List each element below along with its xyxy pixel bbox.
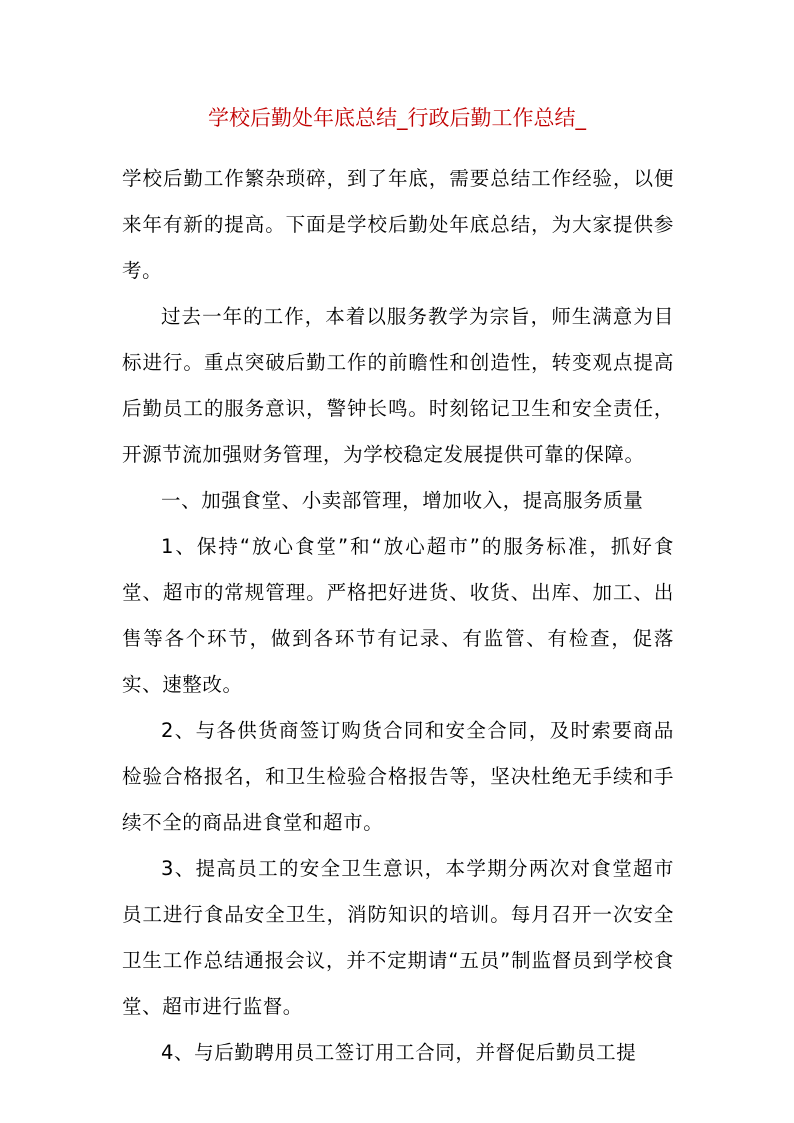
- paragraph-item-3: 3、提高员工的安全卫生意识，本学期分两次对食堂超市员工进行食品安全卫生，消防知识的培训。每月召开一次安全卫生工作总结通报会议，并不定期请“五员”制监督员到学校食堂、超市进行监督。: [122, 857, 674, 1018]
- section-heading-1: 一、加强食堂、小卖部管理，增加收入，提高服务质量: [161, 489, 644, 512]
- paragraph-overview: 过去一年的工作，本着以服务教学为宗旨，师生满意为目标进行。重点突破后勤工作的前瞻性和创造性，转变观点提高后勤员工的服务意识，警钟长鸣。时刻铭记卫生和安全责任，开源节流加强财务管理，为学校稳定发展提供可靠的保障。: [122, 305, 674, 466]
- paragraph-item-4: 4、与后勤聘用员工签订用工合同，并督促后勤员工提: [161, 1041, 637, 1064]
- document-body: [122, 156, 674, 1076]
- document-title: 学校后勤处年底总结_行政后勤工作总结_: [208, 106, 586, 130]
- paragraph-intro: 学校后勤工作繁杂琐碎，到了年底，需要总结工作经验，以便来年有新的提高。下面是学校后勤处年底总结，为大家提供参考。: [122, 167, 674, 282]
- paragraph-item-1: 1、保持“放心食堂”和“放心超市”的服务标准，抓好食堂、超市的常规管理。严格把好进货、收货、出库、加工、出售等各个环节，做到各环节有记录、有监管、有检查，促落实、速整改。: [122, 535, 674, 696]
- paragraph-item-2: 2、与各供货商签订购货合同和安全合同，及时索要商品检验合格报名，和卫生检验合格报告等，坚决杜绝无手续和手续不全的商品进食堂和超市。: [122, 719, 674, 834]
